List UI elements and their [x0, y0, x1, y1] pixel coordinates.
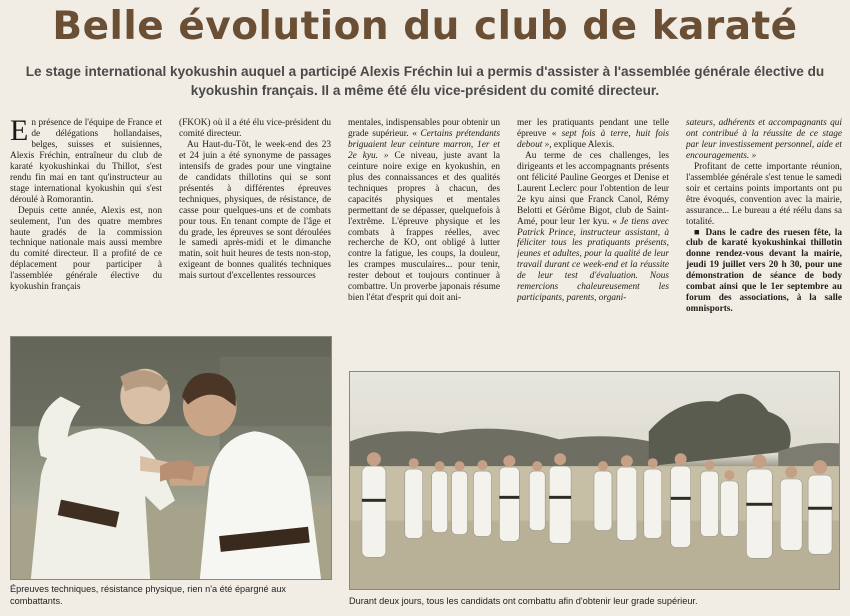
- sparring-illustration: [11, 337, 331, 579]
- quote: sept fois à terre, huit fois debout »: [517, 128, 669, 150]
- article-column-4: [517, 118, 669, 358]
- announcement-paragraph: ■ Dans le cadre des ruesen fête, la club de karaté kyokushinkai thillotin donne rendez-vous devant la mairie, jeudi 19 juillet vers 20 h 30, pour une démonstration de séance de body combat ainsi que le 1er septembre au forum des associations, à la salle omnisports.: [686, 227, 842, 315]
- paragraph: Depuis cette année, Alexis est, non seulement, l'un des quatre membres haute gradés de la commission technique nationale mais aussi membre du comité directeur. Il a profité de ce déplacement pour participer à l'assemblée générale élective du kyokushin français: [10, 205, 162, 293]
- photo1-caption: Épreuves techniques, résistance physique, rien n'a été épargné aux combattants.: [10, 584, 287, 606]
- paragraph: Profitant de cette importante réunion, l'assemblée générale s'est tenue le samedi soir et certains points importants ont pu être évoqués, convention avec la mairie, assurance... Le bureau a été réélu dans sa totalité.: [686, 161, 842, 227]
- paragraph: Au Haut-du-Tôt, le week-end des 23 et 24 juin a été synonyme de passages intensifs de grades pour une vingtaine de candidats thillotins qui se sont présentés à différentes épreuves techniques, physiques, de résistance, de casse pour quelques-uns et de combats pour tous. En tenant compte de l'âge et du grade, les épreuves se sont déroulées le samedi après-midi et le dimanche matin, soit huit heures de tests non-stop, exigeant de bonnes qualités techniques mais surtout d'excellentes ressources: [179, 139, 331, 282]
- paragraph: [686, 118, 842, 162]
- headline: Belle évolution du club de karaté: [52, 4, 798, 49]
- article-column-1: [10, 118, 162, 330]
- photo2-caption: Durant deux jours, tous les candidats ont combattu afin d'obtenir leur grade supérieur.: [349, 596, 698, 606]
- paragraph: En présence de l'équipe de France et de délégations hollandaises, belges, suisses et suisiennes, Alexis Fréchin, entraîneur du club de karaté kyokushinkai du Thillot, s'est rendu fin mai en tant qu'instructeur au stage international kyokushin qui s'est déroulé à Romorantin.: [10, 118, 162, 205]
- paragraph: mer les pratiquants pendant une telle épreuve « sept fois à terre, huit fois debout », explique Alexis.: [517, 118, 669, 150]
- paragraph: Au terme de ces challenges, les dirigeants et les accompagnants présents ont félicité Pauline Georges et Denise et Laurent Leclerc pour l'obtention de leur 2e kyu ainsi que Franck Canol, Rémy Belotti et Gérôme Bigot, club de Saint-Amé, pour leur 1er kyu. « Je tiens avec Patrick Prince, instructeur assistant, à féliciter tous les pratiquants présents, jeunes et adultes, pour la qualité de leur travail durant ce week-end et la réussite de leur test d'évaluation. Nous remercions chaleureusement les participants, parents, organi-: [517, 150, 669, 304]
- photo-karate-sparring: [10, 336, 332, 580]
- paragraph: mentales, indispensables pour obtenir un grade supérieur. « Certains prétendants briguaient leur ceinture marron, 1er et 2e kyu. » Ce niveau, juste avant la ceinture noire exige en kyokushin, en plus des connaissances et des qualités techniques propres à chacun, des capacités physiques et mentales permettant de se dépasser, quelquefois à l'extrême. L'épreuve physique et les combats à frappes réelles, avec recherche de KO, ont obligé à lutter contre la fatigue, les coups, la douleur, les crampes musculaires... pour tenir, rester debout et toujours continuer à combattre. Un proverbe japonais résume bien l'état d'esprit qui doit ani-: [348, 118, 500, 304]
- photo-group-karateka: [349, 371, 840, 590]
- drop-cap: E: [10, 118, 29, 147]
- quote: sateurs, adhérents et accompagnants qui ont contribué à la réussite de ce stage par leur investissement personnel, aide et encouragements. »: [686, 118, 842, 161]
- quote: Certains prétendants briguaient leur ceinture marron, 1er et 2e kyu. »: [348, 128, 500, 161]
- article-column-5: [686, 118, 842, 358]
- bullet-icon: ■: [694, 227, 702, 238]
- article-column-2: [179, 118, 331, 330]
- deck-subtitle: Le stage international kyokushin auquel a participé Alexis Fréchin lui a permis d'assister à l'assemblée générale élective du kyokushin français. Il a même été élu vice-président du comité directeur.: [25, 64, 825, 98]
- quote: Je tiens avec Patrick Prince, instructeur assistant, à féliciter tous les pratiquants présents, jeunes et adultes, pour la qualité de leur travail durant ce week-end et la réussite de leur test d'évaluation. Nous remercions chaleureusement les participants, parents, organi-: [517, 216, 669, 304]
- article-column-3: [348, 118, 500, 358]
- group-illustration: [350, 372, 839, 589]
- paragraph: (FKOK) où il a été élu vice-président du comité directeur.: [179, 118, 331, 139]
